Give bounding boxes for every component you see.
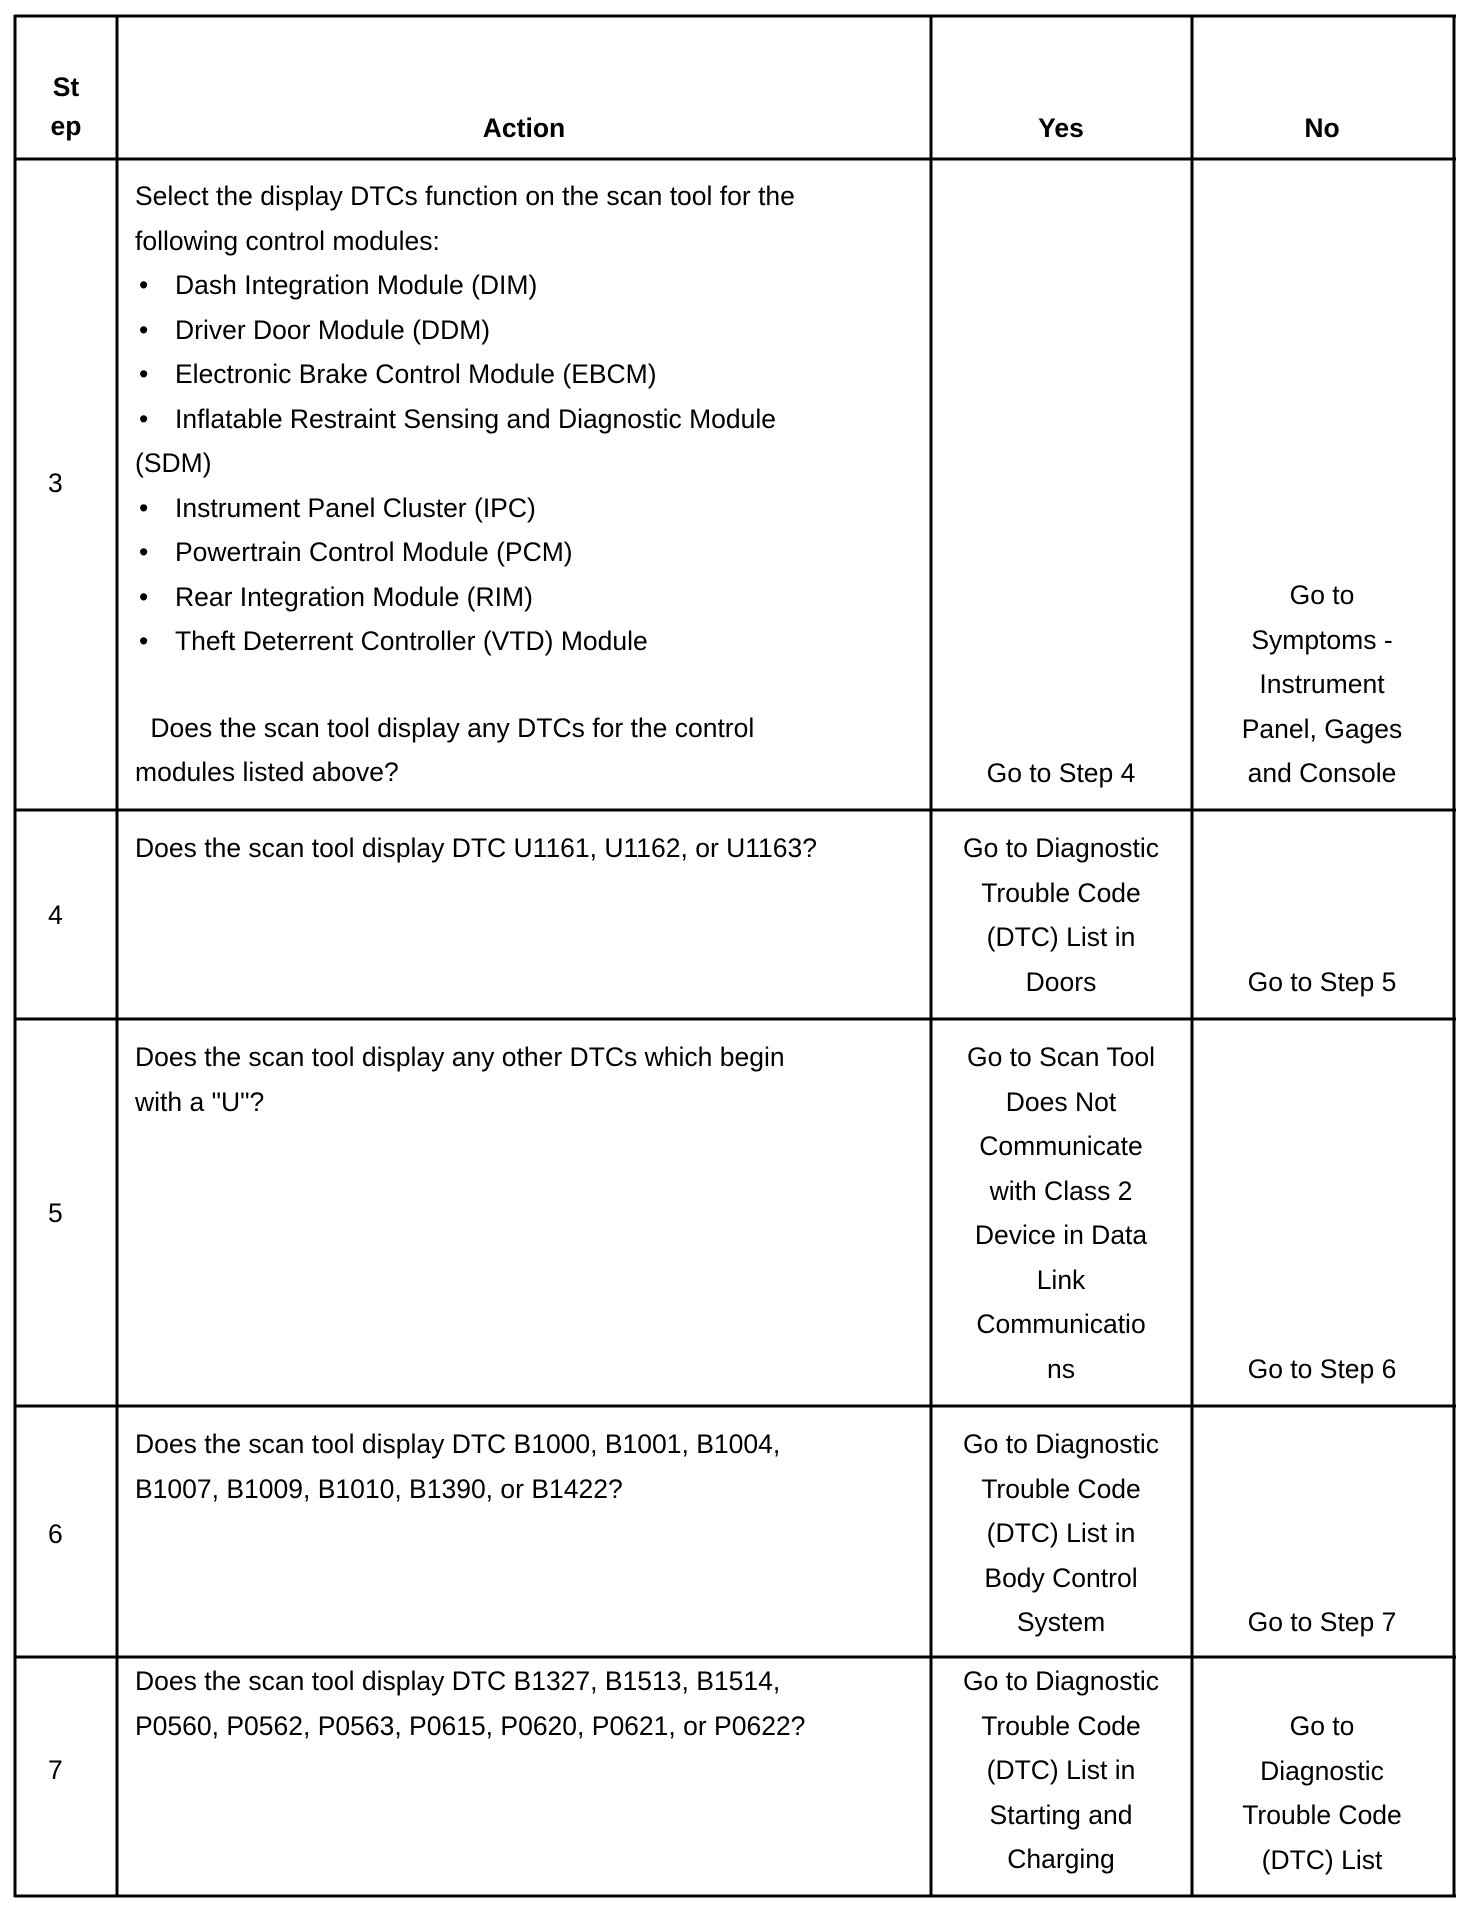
yes-line: Go to Diagnostic	[963, 833, 1159, 863]
module-item: • Rear Integration Module (RIM)	[135, 575, 915, 620]
no-line: Diagnostic	[1260, 1755, 1384, 1786]
module-item: • Driver Door Module (DDM)	[135, 308, 915, 353]
yes-line: (DTC) List in	[986, 1518, 1136, 1548]
action-question-line1: Does the scan tool display any DTCs for the control	[143, 712, 755, 743]
action-intro-line1: Select the display DTCs function on the scan tool for the	[135, 181, 795, 211]
yes-line: Trouble Code	[981, 1710, 1141, 1741]
module-item: • Inflatable Restraint Sensing and Diagnostic Module	[135, 397, 915, 442]
yes-step-5	[932, 1035, 1190, 1391]
step-number-5: 5	[48, 1198, 63, 1228]
no-line: Instrument	[1259, 669, 1385, 699]
yes-step-4	[932, 826, 1190, 1004]
no-step-7	[1192, 1704, 1452, 1882]
header-no: No	[1304, 113, 1340, 143]
action-question-line2: modules listed above?	[135, 757, 399, 787]
yes-line: Body Control	[984, 1562, 1138, 1593]
action-step-4: Does the scan tool display DTC U1161, U1162, or U1163?	[135, 833, 818, 863]
module-item: • Electronic Brake Control Module (EBCM)	[135, 352, 915, 397]
action-line: P0560, P0562, P0563, P0615, P0620, P0621, or P0622?	[135, 1710, 806, 1741]
no-line: Symptoms -	[1251, 624, 1393, 655]
yes-line: Starting and	[989, 1799, 1133, 1830]
yes-step-3: Go to Step 4	[986, 758, 1136, 788]
action-step-6	[135, 1422, 915, 1511]
yes-line: (DTC) List in	[986, 1755, 1136, 1785]
yes-line: Does Not	[1005, 1086, 1117, 1117]
no-line: Go to	[1289, 1711, 1355, 1741]
action-line: Does the scan tool display any other DTCs which begin	[135, 1042, 785, 1072]
module-item: • Powertrain Control Module (PCM)	[135, 530, 915, 575]
yes-step-6	[932, 1422, 1190, 1645]
action-line: B1007, B1009, B1010, B1390, or B1422?	[135, 1473, 623, 1504]
yes-line: Communicate	[979, 1131, 1143, 1161]
yes-line: ns	[1047, 1353, 1075, 1384]
no-step-4: Go to Step 5	[1247, 967, 1397, 997]
yes-line: Trouble Code	[981, 877, 1141, 908]
yes-line: Device in Data	[974, 1220, 1148, 1250]
step-number-4: 4	[48, 900, 63, 930]
yes-line: Go to Diagnostic	[963, 1666, 1159, 1696]
yes-line: Doors	[1025, 966, 1097, 997]
module-list	[135, 263, 915, 664]
step-number-3: 3	[48, 468, 63, 498]
action-step-7	[135, 1659, 915, 1748]
action-step-3	[135, 174, 915, 795]
header-step	[16, 68, 116, 146]
yes-line: System	[1016, 1607, 1106, 1637]
header-step-line1: St	[52, 72, 80, 102]
yes-line: Go to Scan Tool	[966, 1042, 1156, 1072]
header-action: Action	[482, 113, 566, 143]
action-line: with a "U"?	[135, 1086, 265, 1117]
no-step-5: Go to Step 6	[1247, 1354, 1397, 1384]
action-line: Does the scan tool display DTC B1327, B1513, B1514,	[135, 1666, 781, 1696]
no-line: Trouble Code	[1242, 1800, 1402, 1830]
module-item: • Dash Integration Module (DIM)	[135, 263, 915, 308]
module-item: • Theft Deterrent Controller (VTD) Module	[135, 619, 915, 664]
no-line: Panel, Gages	[1241, 713, 1403, 744]
yes-line: (DTC) List in	[986, 922, 1136, 952]
action-intro-line2: following control modules:	[135, 225, 440, 256]
module-item: • Instrument Panel Cluster (IPC)	[135, 486, 915, 531]
step-number-7: 7	[48, 1755, 63, 1785]
yes-line: Go to Diagnostic	[963, 1429, 1159, 1459]
module-item-continuation: (SDM)	[135, 448, 212, 478]
header-yes: Yes	[1038, 113, 1084, 143]
step-number-6: 6	[48, 1519, 63, 1549]
header-step-line2: ep	[50, 111, 82, 141]
yes-line: with Class 2	[989, 1175, 1133, 1206]
yes-line: Communicatio	[976, 1309, 1146, 1339]
no-step-6: Go to Step 7	[1247, 1607, 1397, 1637]
yes-step-7	[932, 1659, 1190, 1882]
no-line: and Console	[1247, 758, 1397, 788]
no-step-3	[1192, 573, 1452, 796]
no-line: (DTC) List	[1261, 1844, 1383, 1875]
yes-line: Trouble Code	[981, 1473, 1141, 1504]
yes-line: Link	[1036, 1264, 1086, 1295]
action-line: Does the scan tool display DTC B1000, B1001, B1004,	[135, 1429, 781, 1459]
action-step-5	[135, 1035, 915, 1124]
no-line: Go to	[1289, 580, 1355, 610]
yes-line: Charging	[1007, 1844, 1115, 1874]
